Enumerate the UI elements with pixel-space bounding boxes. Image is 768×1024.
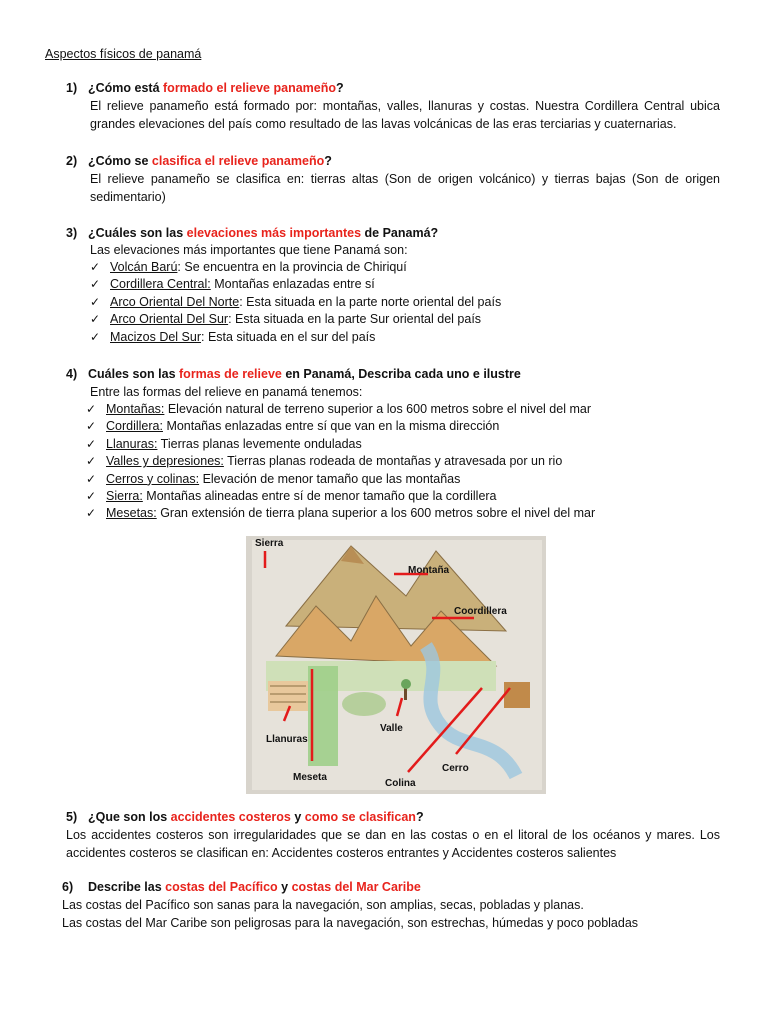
checkmark-icon: ✓ [90,260,101,274]
question-2 [66,152,332,170]
highlight: como se clasifican [304,810,416,824]
label-montana: Montaña [408,565,450,576]
label-valle: Valle [380,723,403,734]
highlight: costas del Mar Caribe [291,880,421,894]
answer-6-line-1: Las costas del Pacífico son sanas para la navegación, son amplias, secas, pobladas y planas. [62,898,584,912]
list-term: Mesetas: [106,506,157,521]
question-text: ¿Cómo está [88,81,164,95]
checkmark-icon: ✓ [86,402,97,416]
question-text: ¿Cómo se [88,154,152,168]
question-number: 4) [66,367,78,381]
colina-shape [342,692,386,716]
list-term: Cerros y colinas: [106,471,200,486]
question-text: en Panamá, Describa cada uno e ilustre [281,367,521,381]
highlight: clasifica el relieve panameño [151,154,325,168]
document-title: Aspectos físicos de panamá [45,47,202,61]
checkmark-icon: ✓ [86,506,97,521]
checkmark-icon: ✓ [90,312,101,327]
cerro-shape [504,682,530,708]
answer-5: Los accidentes costeros son irregularidades que se dan en las costas o en el litoral de los océanos y mares. Los accidentes costeros se clasifican en: Accidentes costeros entrantes y Accidentes costeros salientes [66,828,720,860]
question-number: 6) [62,880,74,894]
list-term: Cordillera Central: [110,277,211,292]
list-desc: Montañas alineadas entre sí de menor tamaño que la cordillera [142,489,497,504]
label-cordillera: Coordillera [454,606,507,617]
answer-6-line-2: Las costas del Mar Caribe son peligrosas para la navegación, son estrechas, húmedas y poco pobladas [62,916,639,930]
label-colina: Colina [385,778,416,789]
checkmark-icon: ✓ [86,454,97,469]
list-item [86,418,595,435]
list-term: Montañas: [106,402,165,416]
list-item [86,488,595,505]
elevations-list [90,259,501,346]
label-sierra: Sierra [255,538,284,549]
list-term: Sierra: [106,489,143,504]
answer-3-intro: Las elevaciones más importantes que tiene Panamá son: [90,243,408,257]
question-3 [66,224,438,242]
list-desc: Elevación de menor tamaño que las montañas [199,471,461,486]
highlight: elevaciones más importantes [186,226,362,240]
label-meseta: Meseta [293,772,327,783]
relief-illustration [246,536,546,794]
question-number: 1) [66,81,78,95]
checkmark-icon: ✓ [86,436,97,451]
highlight: costas del Pacífico [165,880,278,894]
list-desc: : Esta situada en el sur del país [201,329,376,344]
question-text: y [277,880,292,894]
question-text: Cuáles son las [88,367,180,381]
question-5 [66,808,424,826]
list-desc: Elevación natural de terreno superior a los 600 metros sobre el nivel del mar [164,402,591,416]
question-text: ? [415,810,424,824]
question-text: ¿Que son los [88,810,171,824]
checkmark-icon: ✓ [86,419,97,434]
list-item [90,259,501,276]
question-text: Describe las [88,880,166,894]
question-number: 2) [66,154,78,168]
list-desc: Montañas enlazadas entre sí que van en la misma dirección [162,419,500,434]
list-item [86,401,595,418]
list-desc: Gran extensión de tierra plana superior a los 600 metros sobre el nivel del mar [156,506,596,521]
question-text: de Panamá? [361,226,439,240]
list-desc: : Esta situada en la parte norte oriental del país [239,294,502,309]
list-term: Arco Oriental Del Norte [110,294,240,309]
checkmark-icon: ✓ [86,471,97,486]
label-cerro: Cerro [442,763,469,774]
highlight: formas de relieve [179,367,282,381]
list-term: Volcán Barú [110,260,178,274]
checkmark-icon: ✓ [90,329,101,344]
answer-1: El relieve panameño está formado por: montañas, valles, llanuras y costas. Nuestra Cordillera Central ubica grandes elevaciones del país como resultado de las lavas volcánicas de las eras terciarias y cuaternarias. [90,99,720,131]
list-term: Macizos Del Sur [110,329,201,344]
list-term: Cordillera: [106,419,163,434]
list-item [90,276,501,293]
list-term: Valles y depresiones: [106,454,224,469]
question-number: 3) [66,226,78,240]
label-llanuras: Llanuras [266,734,308,745]
checkmark-icon: ✓ [90,294,101,309]
list-item [86,436,595,453]
highlight: accidentes costeros [170,810,291,824]
list-desc: Tierras planas rodeada de montañas y atravesada por un rio [223,454,563,469]
question-number: 5) [66,810,78,824]
answer-2: El relieve panameño se clasifica en: tierras altas (Son de origen volcánico) y tierras bajas (Son de origen sedimentario) [90,172,720,204]
checkmark-icon: ✓ [90,277,101,292]
list-term: Llanuras: [106,436,158,451]
list-item [90,311,501,328]
question-text: ¿Cuáles son las [88,226,187,240]
list-desc: : Se encuentra en la provincia de Chiriquí [177,260,407,274]
list-desc: Tierras planas levemente onduladas [157,436,362,451]
list-item [90,294,501,311]
question-text: ? [324,154,332,168]
answer-4-intro: Entre las formas del relieve en panamá tenemos: [90,385,363,399]
list-item [86,453,595,470]
question-1 [66,79,344,97]
question-text: y [290,810,305,824]
list-desc: Montañas enlazadas entre sí [210,277,375,292]
question-text: ? [336,81,344,95]
list-item [86,471,595,488]
question-4 [66,365,521,383]
checkmark-icon: ✓ [86,489,97,504]
list-item [90,329,501,346]
highlight: formado el relieve panameño [163,81,336,95]
list-desc: : Esta situada en la parte Sur oriental del país [228,312,482,327]
question-6 [62,878,421,896]
relief-forms-list [86,401,595,523]
list-term: Arco Oriental Del Sur [110,312,229,327]
list-item [86,505,595,522]
